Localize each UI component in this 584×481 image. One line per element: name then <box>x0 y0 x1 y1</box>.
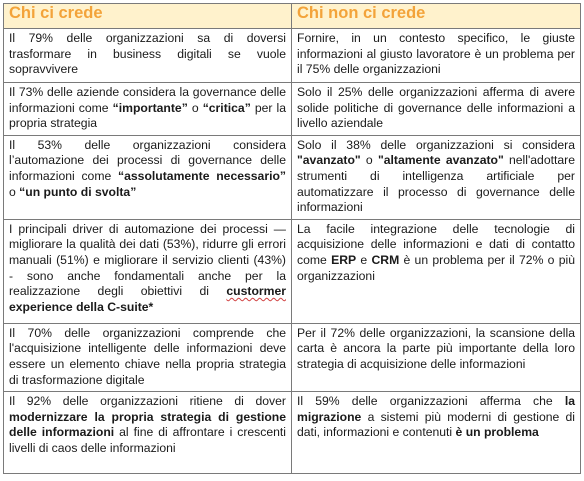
bold-text: “importante” <box>112 100 188 115</box>
comparison-table <box>3 3 581 474</box>
bold-text: CRM <box>371 252 400 267</box>
cell-text: Il 92% delle organizzazioni ritiene di dover <box>9 394 286 409</box>
cell-text: per la propria strategia <box>9 100 287 131</box>
cell-text: La facile integrazione delle tecnologie di acquisizione delle informazioni e dati di contatto come <box>297 221 575 267</box>
cell-text: nell'adottare strumenti di intelligenza artificiale per automatizzare il processo di governance delle informazioni <box>297 153 575 215</box>
bold-text: ERP <box>331 252 357 267</box>
cell-text: o <box>187 100 203 115</box>
cell-text: Il 59% delle organizzazioni afferma che <box>297 394 565 409</box>
non-believers-cell <box>292 83 581 136</box>
believers-cell <box>4 392 292 474</box>
cell-text: I principali driver di automazione dei processi — migliorare la qualità dei dati (53%), ridurre gli errori manuali (51%) e migliorare il servizio clienti (43%) - sono anche fondamentali anche per la realizzazione degli obiettivi di <box>9 221 286 299</box>
cell-text: Il 73% delle aziende considera la governance delle informazioni come <box>9 85 286 115</box>
cell-text: a sistemi più moderni di gestione di dati, informazioni e contenuti <box>297 409 575 440</box>
bold-text: "altamente avanzato" <box>377 153 504 168</box>
table-row <box>4 323 581 391</box>
header-believers: Chi ci crede <box>4 4 292 29</box>
misspelled-word: custormer <box>226 284 286 299</box>
bold-text: modernizzare la propria strategia di gestione delle informazioni <box>9 409 286 440</box>
table-row <box>4 392 581 474</box>
non-believers-cell <box>292 135 581 219</box>
bold-text: “critica” <box>202 100 251 115</box>
cell-text: Il 70% delle organizzazioni comprende che l'acquisizione intelligente delle informazioni deve essere un elemento chiave nella propria strategia di trasformazione digitale <box>9 325 286 387</box>
believers-cell <box>4 219 292 323</box>
cell-text: e <box>356 252 372 267</box>
table-row <box>4 29 581 83</box>
table-row <box>4 219 581 323</box>
cell-text: o <box>360 153 378 168</box>
cell-text: Solo il 25% delle organizzazioni afferma di avere solide politiche di governance delle informazioni a livello aziendale <box>297 85 575 131</box>
bold-text: è un problema <box>455 425 539 440</box>
cell-text: è un problema per il 72% o più organizzazioni <box>297 252 575 283</box>
table-row <box>4 135 581 219</box>
cell-text: Per il 72% delle organizzazioni, la scansione della carta è ancora la parte più importante della loro strategia di acquisizione delle informazioni <box>297 325 575 371</box>
bold-text: "avanzato" <box>297 153 361 168</box>
cell-text: o <box>9 184 20 199</box>
header-non-believers: Chi non ci crede <box>292 4 581 29</box>
believers-cell <box>4 29 292 83</box>
bold-text: “assolutamente necessario” <box>118 168 287 183</box>
cell-text: Solo il 38% delle organizzazioni si considera <box>297 137 575 152</box>
believers-cell <box>4 135 292 219</box>
non-believers-cell <box>292 392 581 474</box>
believers-cell <box>4 83 292 136</box>
believers-cell <box>4 323 292 391</box>
bold-text: la migrazione <box>297 394 575 424</box>
bold-text: “un punto di svolta” <box>19 184 137 199</box>
non-believers-cell <box>292 219 581 323</box>
non-believers-cell <box>292 29 581 83</box>
cell-text: Il 53% delle organizzazioni considera l’automazione dei processi di governance delle informazioni come <box>9 137 286 183</box>
non-believers-cell <box>292 323 581 391</box>
table-row <box>4 83 581 136</box>
bold-text: experience della C-suite* <box>9 299 154 314</box>
cell-text: al fine di affrontare i crescenti livelli di caos delle informazioni <box>9 425 287 455</box>
header-row <box>4 4 581 29</box>
cell-text: Il 79% delle organizzazioni sa di doversi trasformare in business digitali se vuole sopravvivere <box>9 31 286 77</box>
cell-text: Fornire, in un contesto specifico, le giuste informazioni al giusto lavoratore è un problema per il 75% delle organizzazioni <box>297 31 575 77</box>
